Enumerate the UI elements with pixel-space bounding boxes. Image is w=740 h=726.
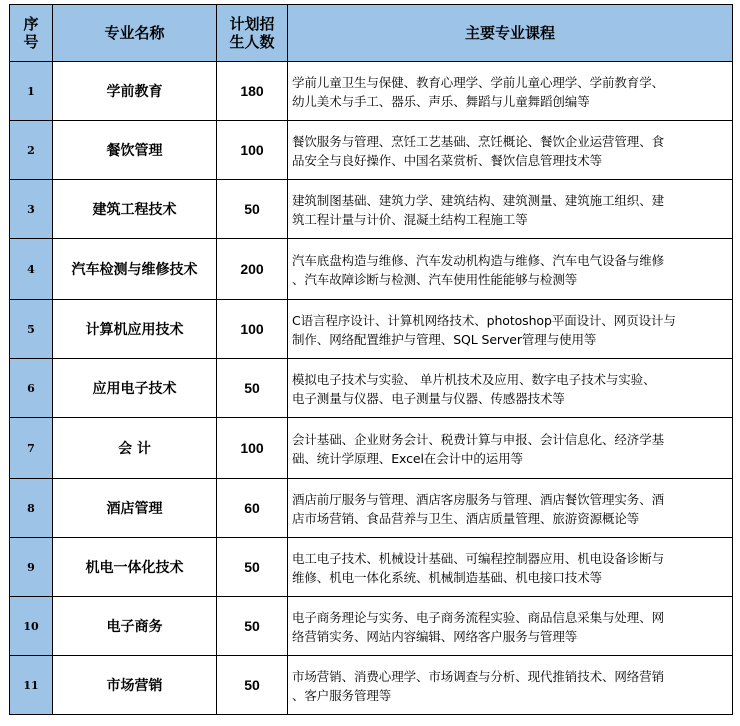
row-main-courses: C语言程序设计、计算机网络技术、photoshop平面设计、网页设计与 制作、网络配置维护与管理、SQL Server管理与使用等 [288, 300, 733, 359]
header-main-courses: 主要专业课程 [288, 5, 733, 62]
row-major-name: 学前教育 [53, 62, 217, 121]
table-row [10, 418, 733, 479]
row-index: 5 [10, 300, 53, 359]
table-row [10, 359, 733, 418]
table-row [10, 121, 733, 180]
row-index: 8 [10, 479, 53, 538]
table-row [10, 180, 733, 239]
row-major-name: 酒店管理 [53, 479, 217, 538]
row-major-name: 机电一体化技术 [53, 538, 217, 597]
table-row [10, 656, 733, 715]
table-row [10, 62, 733, 121]
row-index: 11 [10, 656, 53, 715]
header-major-name: 专业名称 [53, 5, 217, 62]
row-main-courses: 会计基础、企业财务会计、税费计算与申报、会计信息化、经济学基 础、统计学原理、Excel在会计中的运用等 [288, 418, 733, 479]
row-major-name: 餐饮管理 [53, 121, 217, 180]
row-planned-enrollment: 60 [217, 479, 288, 538]
row-main-courses: 汽车底盘构造与维修、汽车发动机构造与维修、汽车电气设备与维修 、汽车故障诊断与检测、汽车使用性能能够与检测等 [288, 239, 733, 300]
header-planned-enrollment: 计划招 生人数 [217, 5, 288, 62]
row-planned-enrollment: 50 [217, 180, 288, 239]
row-planned-enrollment: 50 [217, 538, 288, 597]
table-row [10, 597, 733, 656]
row-planned-enrollment: 50 [217, 359, 288, 418]
row-index: 7 [10, 418, 53, 479]
row-index: 6 [10, 359, 53, 418]
table-row [10, 239, 733, 300]
row-main-courses: 学前儿童卫生与保健、教育心理学、学前儿童心理学、学前教育学、 幼儿美术与手工、器乐、声乐、舞蹈与儿童舞蹈创编等 [288, 62, 733, 121]
row-index: 9 [10, 538, 53, 597]
row-index: 10 [10, 597, 53, 656]
row-major-name: 建筑工程技术 [53, 180, 217, 239]
row-main-courses: 建筑制图基础、建筑力学、建筑结构、建筑测量、建筑施工组织、建 筑工程计量与计价、混凝土结构工程施工等 [288, 180, 733, 239]
enrollment-table [9, 4, 733, 715]
row-major-name: 应用电子技术 [53, 359, 217, 418]
row-planned-enrollment: 200 [217, 239, 288, 300]
row-main-courses: 电工电子技术、机械设计基础、可编程控制器应用、机电设备诊断与 维修、机电一体化系统、机械制造基础、机电接口技术等 [288, 538, 733, 597]
row-index: 1 [10, 62, 53, 121]
header-index: 序 号 [10, 5, 53, 62]
row-main-courses: 酒店前厅服务与管理、酒店客房服务与管理、酒店餐饮管理实务、酒 店市场营销、食品营养与卫生、酒店质量管理、旅游资源概论等 [288, 479, 733, 538]
row-main-courses: 电子商务理论与实务、电子商务流程实验、商品信息采集与处理、网 络营销实务、网站内容编辑、网络客户服务与管理等 [288, 597, 733, 656]
row-major-name: 市场营销 [53, 656, 217, 715]
row-index: 4 [10, 239, 53, 300]
row-planned-enrollment: 100 [217, 300, 288, 359]
row-planned-enrollment: 100 [217, 121, 288, 180]
table-header-row [10, 5, 733, 62]
row-main-courses: 模拟电子技术与实验、 单片机技术及应用、数字电子技术与实验、 电子测量与仪器、电子测量与仪器、传感器技术等 [288, 359, 733, 418]
row-index: 2 [10, 121, 53, 180]
row-major-name: 汽车检测与维修技术 [53, 239, 217, 300]
row-main-courses: 市场营销、消费心理学、市场调查与分析、现代推销技术、网络营销 、客户服务管理等 [288, 656, 733, 715]
row-main-courses: 餐饮服务与管理、烹饪工艺基础、烹饪概论、餐饮企业运营管理、食 品安全与良好操作、中国名菜赏析、餐饮信息管理技术等 [288, 121, 733, 180]
row-planned-enrollment: 180 [217, 62, 288, 121]
row-major-name: 电子商务 [53, 597, 217, 656]
table-row [10, 300, 733, 359]
row-index: 3 [10, 180, 53, 239]
row-major-name: 会 计 [53, 418, 217, 479]
table-row [10, 479, 733, 538]
row-planned-enrollment: 50 [217, 597, 288, 656]
row-major-name: 计算机应用技术 [53, 300, 217, 359]
row-planned-enrollment: 50 [217, 656, 288, 715]
row-planned-enrollment: 100 [217, 418, 288, 479]
table-row [10, 538, 733, 597]
